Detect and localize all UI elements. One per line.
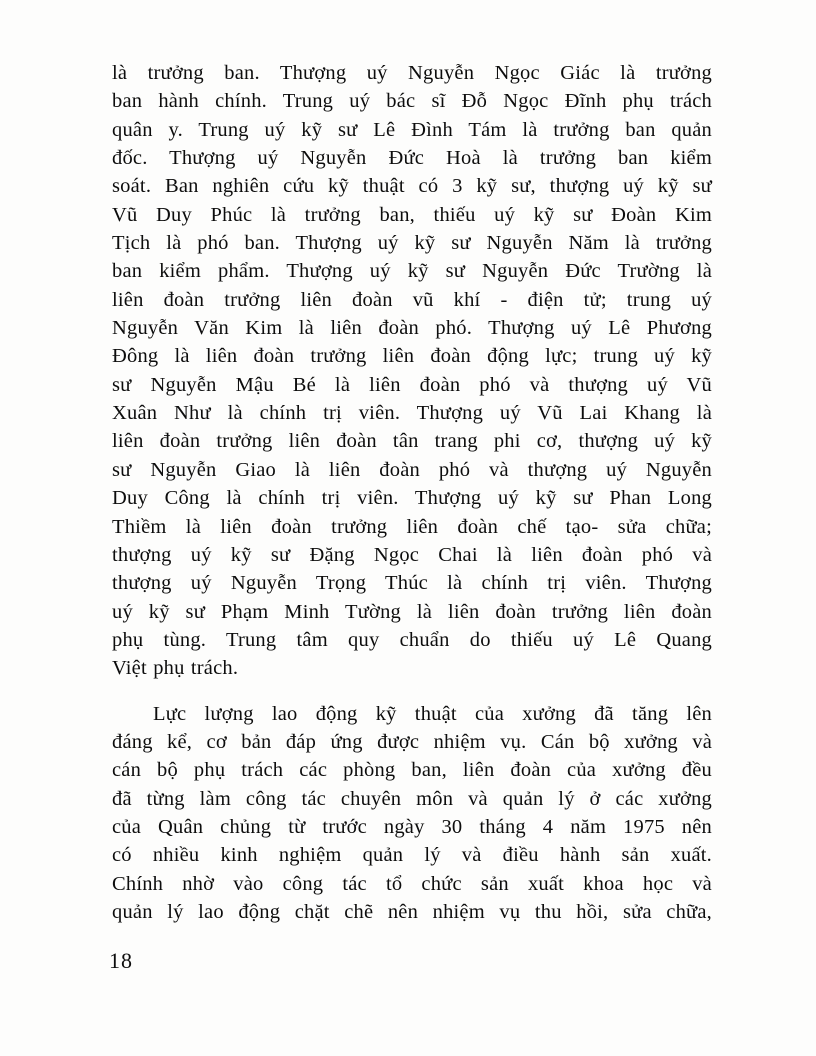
text-line: thượng uý Nguyễn Trọng Thúc là chính trị viên. Thượng — [112, 572, 712, 595]
text-line: sư Nguyễn Giao là liên đoàn phó và thượng uý Nguyễn — [112, 458, 712, 481]
text-line: quản lý lao động chặt chẽ nên nhiệm vụ thu hồi, sửa chữa, — [112, 900, 712, 923]
text-line: cán bộ phụ trách các phòng ban, liên đoàn của xưởng đều — [112, 759, 712, 782]
text-line: là trưởng ban. Thượng uý Nguyễn Ngọc Giác là trưởng — [112, 62, 712, 84]
text-line: Lực lượng lao động kỹ thuật của xưởng đã tăng lên — [153, 702, 712, 725]
page-number: 18 — [109, 948, 133, 973]
text-line: quân y. Trung uý kỹ sư Lê Đình Tám là trưởng ban quản — [112, 118, 712, 141]
text-line: sư Nguyễn Mậu Bé là liên đoàn phó và thượng uý Vũ — [112, 373, 712, 396]
text-line: Xuân Như là chính trị viên. Thượng uý Vũ Lai Khang là — [112, 402, 712, 425]
text-line: Duy Công là chính trị viên. Thượng uý kỹ sư Phan Long — [112, 487, 712, 510]
paragraph — [112, 700, 712, 927]
text-line: Đông là liên đoàn trưởng liên đoàn động lực; trung uý kỹ — [112, 345, 712, 368]
text-line: đốc. Thượng uý Nguyễn Đức Hoà là trưởng ban kiểm — [112, 147, 712, 170]
text-line: liên đoàn trưởng liên đoàn vũ khí - điện tử; trung uý — [112, 288, 712, 311]
text-line: phụ tùng. Trung tâm quy chuẩn do thiếu uý Lê Quang — [112, 628, 712, 651]
text-line: Việt phụ trách. — [112, 657, 239, 680]
text-line: Thiềm là liên đoàn trưởng liên đoàn chế tạo- sửa chữa; — [112, 515, 712, 538]
text-line: soát. Ban nghiên cứu kỹ thuật có 3 kỹ sư, thượng uý kỹ sư — [112, 175, 712, 198]
text-line: của Quân chủng từ trước ngày 30 tháng 4 năm 1975 nên — [112, 815, 712, 838]
text-line: ban hành chính. Trung uý bác sĩ Đỗ Ngọc Đĩnh phụ trách — [112, 90, 712, 113]
text-line: Chính nhờ vào công tác tổ chức sản xuất khoa học và — [112, 872, 712, 895]
text-line: có nhiều kinh nghiệm quản lý và điều hành sản xuất. — [112, 844, 712, 867]
text-line: Tịch là phó ban. Thượng uý kỹ sư Nguyễn Năm là trưởng — [112, 232, 712, 255]
text-line: liên đoàn trưởng liên đoàn tân trang phi cơ, thượng uý kỹ — [112, 430, 712, 453]
paragraph — [112, 59, 712, 683]
text-line: Nguyễn Văn Kim là liên đoàn phó. Thượng uý Lê Phương — [112, 317, 712, 340]
text-block — [112, 59, 712, 926]
text-line: uý kỹ sư Phạm Minh Tường là liên đoàn trưởng liên đoàn — [112, 600, 712, 623]
text-line: đã từng làm công tác chuyên môn và quản lý ở các xưởng — [112, 787, 712, 810]
text-line: đáng kể, cơ bản đáp ứng được nhiệm vụ. Cán bộ xưởng và — [112, 730, 712, 753]
text-line: Vũ Duy Phúc là trưởng ban, thiếu uý kỹ sư Đoàn Kim — [112, 203, 712, 226]
text-line: thượng uý kỹ sư Đặng Ngọc Chai là liên đoàn phó và — [112, 543, 712, 566]
text-line: ban kiểm phẩm. Thượng uý kỹ sư Nguyễn Đức Trường là — [112, 260, 712, 283]
